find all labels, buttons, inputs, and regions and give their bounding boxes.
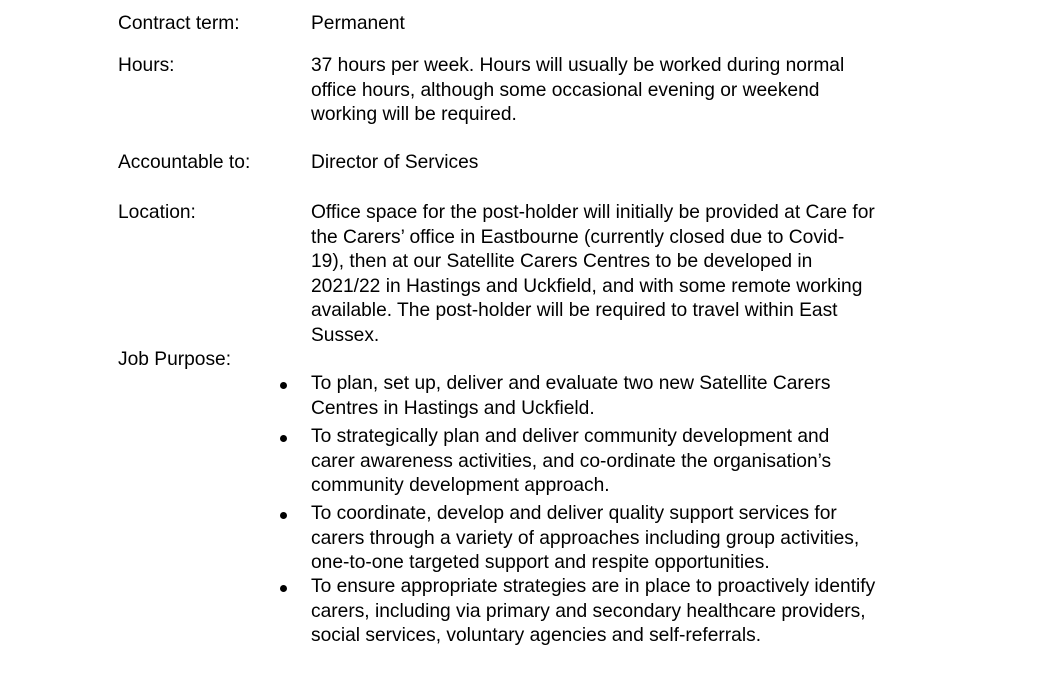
bullet-text-line: To coordinate, develop and deliver quality support services for — [311, 503, 837, 524]
bullet-text — [311, 425, 951, 499]
accountable-to-label: Accountable to: — [118, 152, 251, 173]
bullet-text-line: To ensure appropriate strategies are in place to proactively identify — [311, 576, 876, 597]
contract-term-value-line: Permanent — [311, 13, 405, 34]
location-value-line: 19), then at our Satellite Carers Centres to be developed in — [311, 251, 813, 272]
bullet-text — [311, 575, 951, 649]
location-value — [311, 201, 951, 348]
hours-value — [311, 54, 951, 128]
bullet-text-line: carer awareness activities, and co-ordinate the organisation’s — [311, 450, 832, 472]
hours-value-line: 37 hours per week. Hours will usually be worked during normal — [311, 55, 845, 76]
bullet-text-line: carers, including via primary and secondary healthcare providers, — [311, 600, 866, 622]
job-purpose-label: Job Purpose: — [118, 349, 232, 370]
location-value-line: Sussex. — [311, 324, 380, 346]
hours-label: Hours: — [118, 55, 175, 76]
accountable-to-value-line: Director of Services — [311, 152, 479, 173]
contract-term-label: Contract term: — [118, 13, 240, 34]
location-label: Location: — [118, 202, 196, 223]
bullet-icon — [280, 435, 287, 442]
bullet-text-line: To plan, set up, deliver and evaluate two new Satellite Carers — [311, 373, 831, 394]
bullet-icon — [280, 382, 287, 389]
accountable-to-value — [311, 151, 951, 176]
bullet-text-line: social services, voluntary agencies and self-referrals. — [311, 625, 762, 646]
contract-term-value — [311, 12, 951, 37]
location-value-line: Office space for the post-holder will initially be provided at Care for — [311, 202, 875, 223]
location-value-line: available. The post-holder will be required to travel within East — [311, 300, 838, 321]
bullet-text — [311, 372, 951, 421]
bullet-text-line: To strategically plan and deliver community development and — [311, 426, 830, 447]
bullet-icon — [280, 585, 287, 592]
bullet-text-line: one-to-one targeted support and respite opportunities. — [311, 552, 770, 573]
bullet-text — [311, 502, 951, 576]
hours-value-line: working will be required. — [311, 104, 517, 125]
bullet-text-line: carers through a variety of approaches including group activities, — [311, 527, 860, 549]
location-value-line: 2021/22 in Hastings and Uckfield, and with some remote working — [311, 275, 863, 297]
location-value-line: the Carers’ office in Eastbourne (currently closed due to Covid- — [311, 226, 845, 248]
bullet-text-line: Centres in Hastings and Uckfield. — [311, 397, 595, 419]
bullet-icon — [280, 512, 287, 519]
bullet-text-line: community development approach. — [311, 475, 610, 496]
hours-value-line: office hours, although some occasional evening or weekend — [311, 79, 820, 101]
